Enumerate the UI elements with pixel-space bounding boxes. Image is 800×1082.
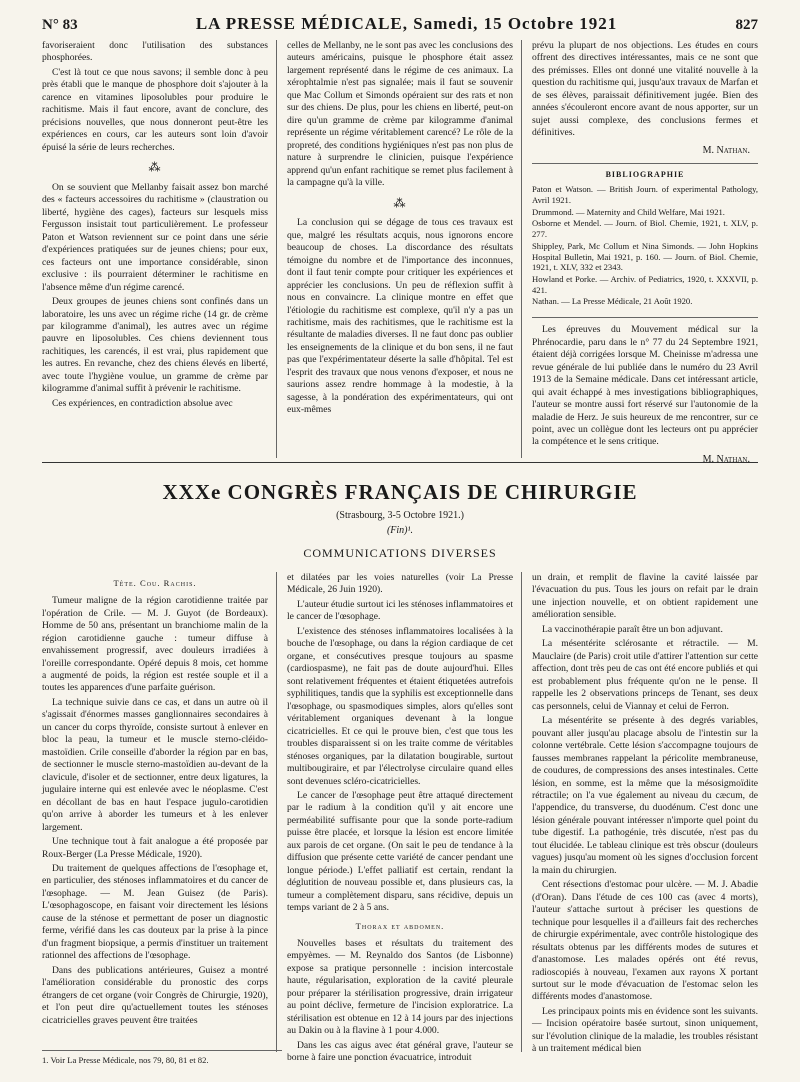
page-number: 827 xyxy=(735,17,758,33)
paragraph: Tumeur maligne de la région carotidienne traitée par l'opération de Crile. — M. J. Guyot (de Bordeaux). Homme de 50 ans, présentant un branchiome malin de la région carotidienne gauche : tumeur diffuse à envahissement progressif, avec douleurs irradiées à l'oreille correspondante. Opéré depuis 8 mois, cet homme a augmenté de poids, la région est restée souple et il a toutes les apparences d'une parfaite guérison. xyxy=(42,595,268,694)
editorial-note: Les épreuves du Mouvement médical sur la Phrénocardie, paru dans le n° 77 du 24 Septembre 1921, étaient déjà corrigées lorsque M. Cheinisse m'adressa une revue générale de lui publiée dans le numéro du 23 Avril 1913 de la Semaine médicale. Dans cet intéressant article, qui avait échappé à mes investigations bibliographiques, l'auteur se montre aussi fort réservé sur l'autonomie de la maladie de Herz. Je suis heureux de me rencontrer, sur ce point, avec un collègue dont les lecteurs ont pu apprécier la compétence et le sens critique. xyxy=(532,324,758,448)
paragraph: On se souvient que Mellanby faisait assez bon marché des « facteurs accessoires du rachitisme » (claustration ou liberté, hygiène des cages), facteurs sur lesquels miss Fergusson insistait tout particulièrement. Le professeur Paton et Watson reviennent sur ce point dans une série d'expériences pratiquées sur de jeunes chiens; pour eux, ces facteurs ont une importance considérable, sinon exclusive : ils pourraient déterminer le rachitisme en l'absence même d'un régime carencé. xyxy=(42,181,268,293)
top-column-3 xyxy=(532,40,758,465)
section-separator: ⁂ xyxy=(148,160,162,175)
subsection-heading: Thorax et abdomen. xyxy=(355,920,445,931)
section-heading: COMMUNICATIONS DIVERSES xyxy=(303,546,497,560)
bibliography-heading: BIBLIOGRAPHIE xyxy=(532,163,758,180)
bibliography-entry: Shippley, Park, Mc Collum et Nina Simonds. — John Hopkins Hospital Bulletin, Mai 1921, p. 160. — Journ. of Biol. Chemie, 1921, t. XLV, 332 et 2343. xyxy=(532,240,758,273)
bibliography-entry: Drummond. — Maternity and Child Welfare, Mai 1921. xyxy=(532,206,725,217)
paragraph: Les principaux points mis en évidence sont les suivants. — Incision opératoire basée surtout, sinon uniquement, sur l'évolution clinique de la maladie, les troubles résistant à un traitement médical bien xyxy=(532,1005,758,1055)
subsection-heading: Tête. Cou. Rachis. xyxy=(113,578,197,588)
paragraph: Cent résections d'estomac pour ulcère. — M. J. Abadie (d'Oran). Dans l'étude de ces 100 cas (avec 4 morts), l'auteur s'attache surtout à préciser les questions de technique pour lesquelles il a d'ailleurs fait des recherches de chirurgie expérimentale, avec contrôle histologique des résultats obtenus par les différents modes de sutures et d'anastomose. Les malades opérés ont été revus, radioscopiés à nouveau, l'examen aux rayons X portant surtout sur le mode d'évacuation de l'estomac selon les différents modes d'anastomose. xyxy=(532,879,758,1003)
paragraph: favoriseraient donc l'utilisation des substances phosphorées. xyxy=(42,40,268,64)
paragraph: Deux groupes de jeunes chiens sont confinés dans un laboratoire, les uns avec un régime riche (14 gr. de crème par kilogramme d'animal), les autres avec un régime pauvre en liposolubles. Ces chiens deviennent tous rachitiques, les carencés, il est vrai, plus rapidement que les autres. En revanche, chez des chiens élevés en liberté, avec toute l'hygiène voulue, un gramme de crème par kilogramme d'animal suffit à prévenir le rachitisme. xyxy=(42,296,268,395)
congress-title: XXXe CONGRÈS FRANÇAIS DE CHIRURGIE xyxy=(162,480,638,504)
bibliography-entry: Nathan. — La Presse Médicale, 21 Août 1920. xyxy=(532,296,693,307)
paragraph: celles de Mellanby, ne le sont pas avec les conclusions des auteurs américains, puisque le phosphore était assez largement représenté dans le régime de ces animaux. La xérophtalmie n'est pas signalée; mais il faut se souvenir que Mac Collum et Simonds opéraient sur des rats et non sur des chiens. De plus, pour les chiens en liberté, peut-on dire qu'un gramme de crème par kilogramme d'animal représente un régime véritablement carencé? Le rôle de la propreté, des conditions hygiéniques n'est pas non plus de nature à surprendre le clinicien, puisque l'expérience apprend qu'un enfant rachitique se remet plus facilement à la campagne qu'à la ville. xyxy=(287,40,513,189)
author-signature: M. Nathan. xyxy=(702,453,750,465)
journal-title: LA PRESSE MÉDICALE, Samedi, 15 Octobre 1921 xyxy=(195,14,618,33)
paragraph: Du traitement de quelques affections de l'œsophage et, en particulier, des sténoses inflammatoires et du cancer de l'œsophage. — M. Jean Guisez (de Paris). L'œsophagoscope, en faisant voir directement les lésions cause de la sténose et permettant de poser un diagnostic ferme, vérifié dans les cas douteux par la prise à la pince d'un fragment biopsique, a permis d'instituer un traitement rationnel des affections de l'œsophage. xyxy=(42,863,268,962)
issue-number: N° 83 xyxy=(42,17,78,33)
bottom-column-1 xyxy=(42,572,277,1052)
footnote: 1. Voir La Presse Médicale, nos 79, 80, 81 et 82. xyxy=(42,1050,282,1065)
author-signature: M. Nathan. xyxy=(702,144,750,156)
top-column-1 xyxy=(42,40,277,458)
paragraph: La vaccinothérapie paraît être un bon adjuvant. xyxy=(542,623,723,635)
bibliography-entry: Paton et Watson. — British Journ. of experimental Pathology, Avril 1921. xyxy=(532,184,758,205)
section-separator: ⁂ xyxy=(393,195,407,210)
top-columns xyxy=(42,40,758,465)
paragraph: prévu la plupart de nos objections. Les études en cours offrent des directives intéressantes, mais ce ne sont que des prémisses. Elles ont donné une vitalité nouvelle à la question du rachitisme qui, jusqu'aux travaux de Marfan et de ses élèves, paraissait définitivement jugée. Bien des années s'écouleront encore avant de nous apporter, sur un sujet aussi complexe, des conclusions fermes et définitives. xyxy=(532,40,758,139)
page-header xyxy=(42,14,758,38)
paragraph: Nouvelles bases et résultats du traitement des empyèmes. — M. Reynaldo dos Santos (de Lisbonne) expose sa pratique personnelle : incision intercostale haute, régularisation, exploration de la cavité pleurale pour préparer la stérilisation progressive, drain irrigateur au point déclive, fermeture de l'incision exploratrice. La stérilisation est obtenue en 12 à 14 jours par des injections au Dakin ou à la flavine à 1 pour 4.000. xyxy=(287,937,513,1037)
top-column-2 xyxy=(287,40,522,458)
paragraph: Dans les cas aigus avec état général grave, l'auteur se borne à faire une ponction évacuatrice, introduit xyxy=(287,1039,513,1064)
bibliography-entry: Howland et Porke. — Archiv. of Pediatrics, 1920, t. XXXVII, p. 421. xyxy=(532,274,758,295)
paragraph: Ces expériences, en contradiction absolue avec xyxy=(52,397,233,409)
paragraph: La mésentérite se présente à des degrés variables, pouvant aller jusqu'au placage absolu de l'intestin sur la colonne vertébrale. Cette lésion s'accompagne toujours de fausses membranes rappelant la péricolite membraneuse, de coudures, de compressions des anses intestinales. Cette lésion, en somme, est la même que la mésosigmoïdite rétractile; on l'a vue également au niveau du cæcum, de l'appendice, du transverse, du duodénum. C'est donc une lésion générale pouvant intéresser n'importe quel point du tube digestif. La pathogénie, très discutée, n'est pas du tout élucidée. Le tableau clinique est très obscur (douleurs vagues) jusqu'au moment où les signes d'occlusion forcent la main du chirurgien. xyxy=(532,715,758,876)
paragraph: La technique suivie dans ce cas, et dans un autre où il s'agissait d'énormes masses ganglionnaires secondaires à un cancer du corps thyroïde, consiste surtout à enlever en bloc la peau, la tumeur et le muscle sterno-cléido-mastoïdien. Crile conseille d'aborder la région par en bas, de sectionner le muscle sterno-mastoïdien au-devant de la clavicule, d'isoler et de sectionner, entre deux ligatures, la jugulaire interne qui est enlevée avec le néoplasme. C'est en décollant de bas en haut l'espace jugulo-carotidien qu'on arrive à aborder les tumeurs et à les enlever largement. xyxy=(42,696,268,833)
paragraph: Le cancer de l'œsophage peut être attaqué directement par le radium à la condition qu'il y ait encore une perméabilité suffisante pour que la sonde porte-radium puisse être placée, et lorsque la lésion est encore limitée aux parois de cet organe. (On sait le peu de tendance à la diffusion que présente cette variété de cancer pendant une longue période.) L'effet palliatif est certain, rendant la déglutition de nouveau possible et, dans plusieurs cas, la tumeur a complètement disparu, sans récidive, depuis un temps variant de 2 à 5 ans. xyxy=(287,789,513,914)
bibliography-entry: Osborne et Mendel. — Journ. of Biol. Chemie, 1921, t. XLV, p. 277. xyxy=(532,218,758,240)
bottom-column-3 xyxy=(532,572,758,1055)
divider xyxy=(532,317,758,318)
paragraph: La mésentérite sclérosante et rétractile. — M. Mauclaire (de Paris) croit utile d'attirer l'attention sur cette affection, dont très peu de cas ont été encore publiés et qui est probablement plus fréquente qu'on ne le pense. Il rappelle les 2 observations princeps de Tenant, ses deux cas personnels, celui de Viannay et celui de Ferron. xyxy=(532,638,758,712)
paragraph: L'auteur étudie surtout ici les sténoses inflammatoires et le cancer de l'œsophage. xyxy=(287,598,513,623)
congress-fin: (Fin)¹. xyxy=(386,525,414,536)
paragraph: C'est là tout ce que nous savons; il semble donc à peu près établi que le manque de phosphore doit s'ajouter à la carence en vitamines liposolubles pour produire le rachitisme. Mais il faut encore, avant de conclure, des précisions nouvelles, que nous donneront peut-être les expériences en cours, car les auteurs sont loin d'avoir épuisé la série de leurs recherches. xyxy=(42,66,268,153)
bottom-column-2 xyxy=(287,572,522,1064)
paragraph: et dilatées par les voies naturelles (voir La Presse Médicale, 26 Juin 1920). xyxy=(287,572,513,596)
paragraph: Une technique tout à fait analogue a été proposée par Roux-Berger (La Presse Médicale, 1920). xyxy=(42,836,268,860)
bibliography-list xyxy=(532,184,758,307)
paragraph: un drain, et remplit de flavine la cavité laissée par l'évacuation du pus. Tous les jours on refait par le drain une injection nouvelle, et on obtient rapidement une amélioration sensible. xyxy=(532,572,758,621)
paragraph: Dans des publications antérieures, Guisez a montré l'amélioration considérable du pronostic des corps étrangers de cet organe (voir Congrès de Chirurgie, 1920), et l'on peut dire qu'actuellement toutes les sténoses cicatricielles graves peuvent être traitées xyxy=(42,964,268,1026)
paragraph: La conclusion qui se dégage de tous ces travaux est que, malgré les résultats acquis, nous ignorons encore beaucoup de choses. La discordance des résultats témoigne du nombre et de l'importance des inconnues, dont il faut tenir compte pour critiquer les expériences et apprécier les conclusions. Un peu de réflexion suffit à nous en convaincre. La clinique montre en effet que l'étiologie du rachitisme est complexe, qu'il n'y a pas un rachitisme, mais des rachitismes, que le rachitisme est la résultante de maladies diverses. Il ne faut donc pas oublier les enseignements de la clinique et du bon sens, il ne faut pas que l'expérimentateur déserte la salle d'hôpital. Tel est l'esprit des travaux que nous venons d'exposer, et nous ne saurions assez rendre hommage à la modestie, à la sagesse, à la pondération des expérimentateurs, qui ont eux-mêmes xyxy=(287,217,513,416)
congress-place: (Strasbourg, 3-5 Octobre 1921.) xyxy=(336,510,464,521)
divider xyxy=(42,462,758,463)
paragraph: L'existence des sténoses inflammatoires localisées à la bouche de l'œsophage, ou dans la région cardiaque de cet organe, et consécutives presque toujours au spasme (cardiospasme), ne fait pas de doute aujourd'hui. Elles sont relativement fréquentes et étaient étiquetées autrefois syphilitiques, tandis que la syphilis est exceptionnelle dans l'œsophage, ou spasmodiques simples, alors qu'elles sont véritablement organiques devenant à la longue cicatricielles. Et ce qui le prouve bien, c'est que tous les troubles disparaissent si on les traite comme de véritables sténoses organiques, par la dilatation bougirable, surtout multibougiraire, et par l'électrolyse circulaire quand elles sont devenues scléro-cicatricielles. xyxy=(287,625,513,787)
